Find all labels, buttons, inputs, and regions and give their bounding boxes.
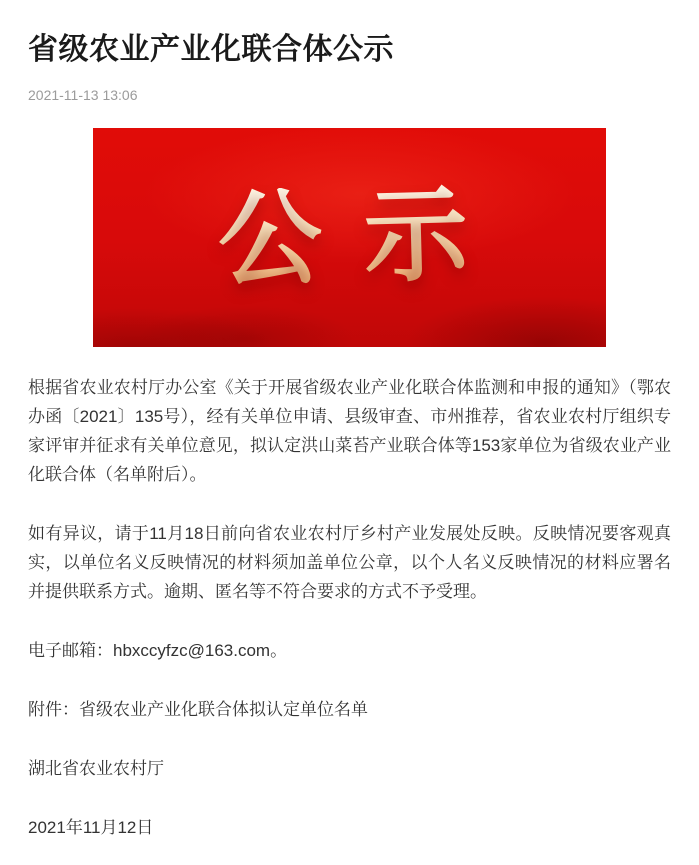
document-date: 2021年11月12日 [28, 818, 154, 837]
announcement-banner-image [93, 128, 606, 347]
email-line: 电子邮箱：hbxccyfzc@163.com。 [28, 641, 288, 660]
banner-gongshi-text: 公示 [187, 181, 512, 293]
article-container [0, 33, 699, 842]
agency-name: 湖北省农业农村厅 [28, 759, 164, 778]
paragraph-objection: 如有异议，请于11月18日前向省农业农村厅乡村产业发展处反映。反映情况要客观真实，以单位名义反映情况的材料须加盖单位公章，以个人名义反映情况的材料应署名并提供联系方式。逾期、匿名等不符合要求的方式不予受理。 [28, 524, 671, 601]
page-title: 省级农业产业化联合体公示 [28, 33, 394, 66]
publish-timestamp: 2021-11-13 13:06 [28, 87, 138, 103]
paragraph-basis: 根据省农业农村厅办公室《关于开展省级农业产业化联合体监测和申报的通知》（鄂农办函〔2021〕135号），经有关单位申请、县级审查、市州推荐，省农业农村厅组织专家评审并征求有关单位意见，拟认定洪山菜苔产业联合体等153家单位为省级农业产业化联合体（名单附后）。 [28, 378, 671, 484]
attachment-line: 附件：省级农业产业化联合体拟认定单位名单 [28, 700, 368, 719]
article-body [28, 373, 671, 842]
